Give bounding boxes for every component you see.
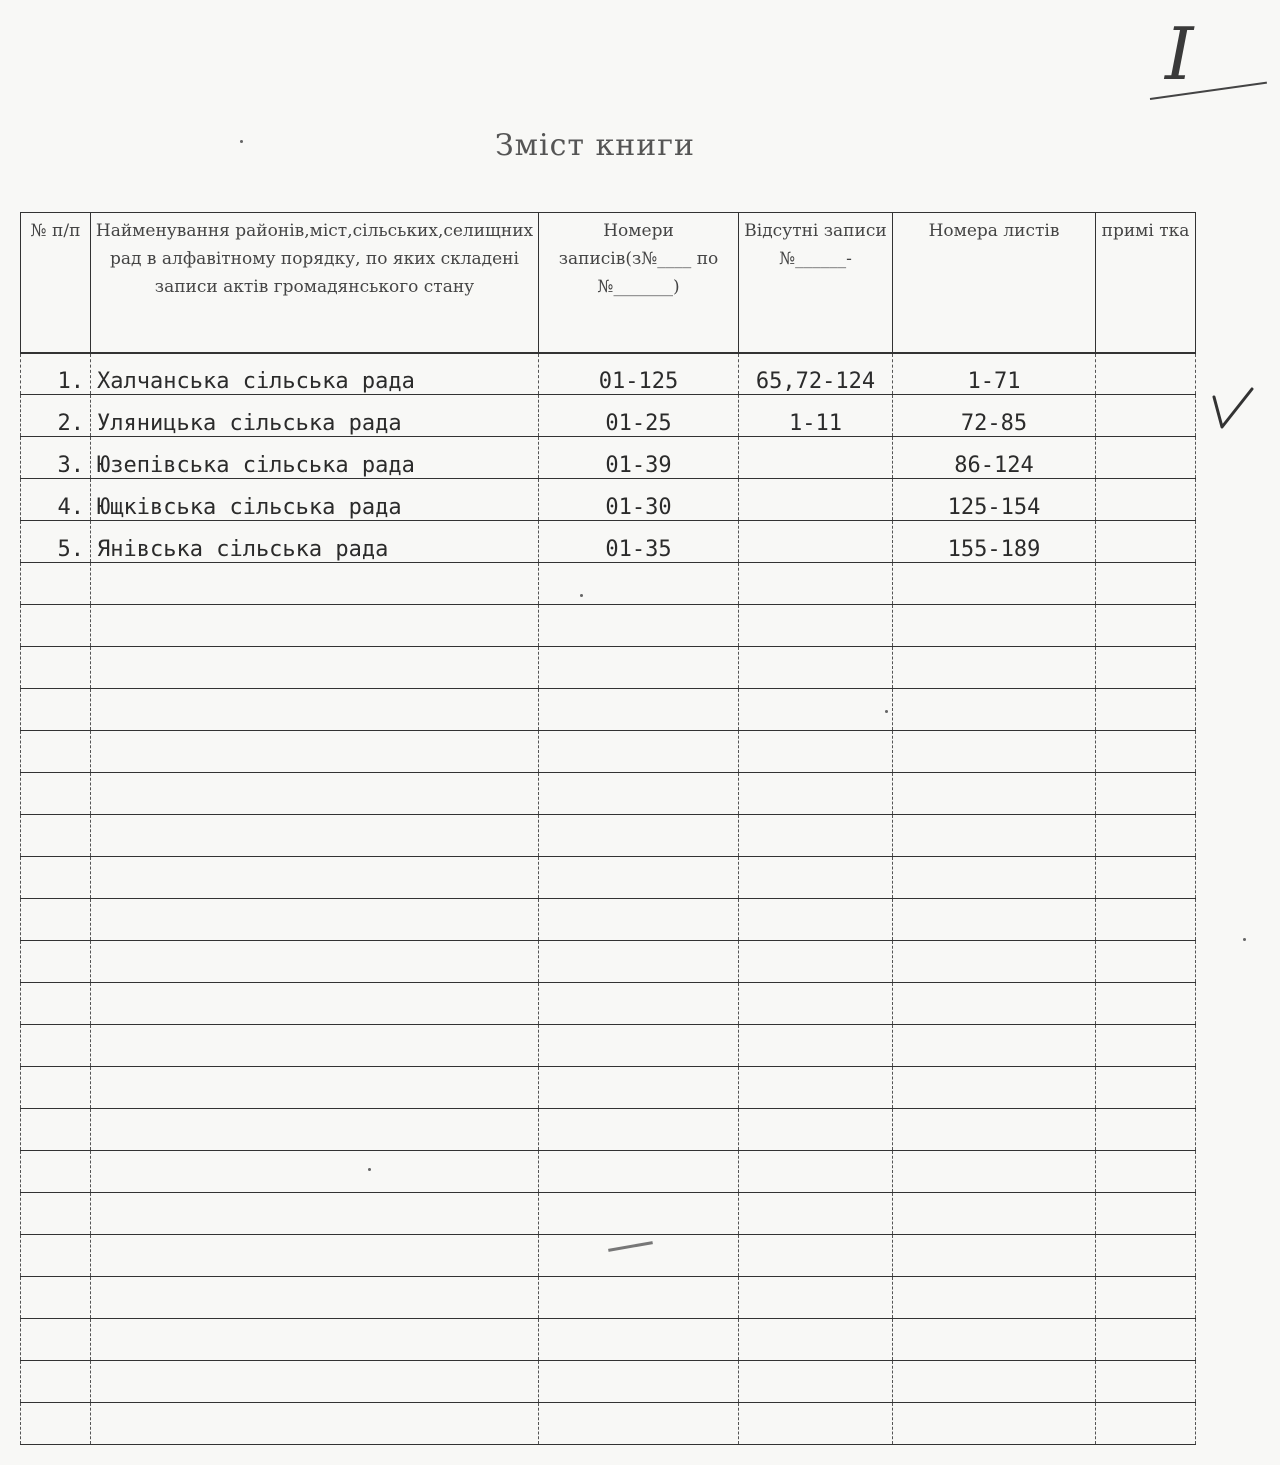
cell-name: [91, 773, 539, 815]
cell-sheets: [893, 731, 1096, 773]
cell-sheets: [893, 605, 1096, 647]
cell-notes: [1096, 983, 1196, 1025]
cell-records: [539, 983, 739, 1025]
table-row: [21, 437, 1196, 479]
cell-sheets: [893, 647, 1096, 689]
cell-notes: [1096, 1067, 1196, 1109]
table-row: [21, 395, 1196, 437]
cell-name: Ющківська сільська рада: [91, 479, 539, 521]
cell-sheets: [893, 857, 1096, 899]
cell-missing: [739, 1109, 893, 1151]
empty-table-row: [21, 689, 1196, 731]
cell-sheets: 86-124: [893, 437, 1096, 479]
cell-notes: [1096, 353, 1196, 395]
cell-records: [539, 1067, 739, 1109]
cell-records: [539, 899, 739, 941]
cell-num: [21, 731, 91, 773]
cell-sheets: [893, 815, 1096, 857]
empty-table-row: [21, 605, 1196, 647]
cell-name: [91, 1025, 539, 1067]
cell-notes: [1096, 1235, 1196, 1277]
cell-missing: [739, 1319, 893, 1361]
cell-num: [21, 1067, 91, 1109]
cell-sheets: [893, 941, 1096, 983]
cell-missing: [739, 1067, 893, 1109]
cell-name: Юзепівська сільська рада: [91, 437, 539, 479]
cell-records: [539, 563, 739, 605]
cell-missing: [739, 1235, 893, 1277]
cell-records: 01-35: [539, 521, 739, 563]
cell-missing: [739, 647, 893, 689]
empty-table-row: [21, 941, 1196, 983]
cell-notes: [1096, 1361, 1196, 1403]
cell-num: [21, 1025, 91, 1067]
cell-notes: [1096, 1403, 1196, 1445]
cell-num: 2.: [21, 395, 91, 437]
cell-sheets: 155-189: [893, 521, 1096, 563]
cell-missing: [739, 899, 893, 941]
cell-name: [91, 1277, 539, 1319]
cell-records: [539, 941, 739, 983]
cell-notes: [1096, 815, 1196, 857]
empty-table-row: [21, 1403, 1196, 1445]
cell-records: 01-39: [539, 437, 739, 479]
cell-name: Халчанська сільська рада: [91, 353, 539, 395]
cell-missing: [739, 773, 893, 815]
empty-table-row: [21, 1277, 1196, 1319]
header-notes: примі тка: [1096, 213, 1196, 353]
cell-missing: [739, 479, 893, 521]
cell-notes: [1096, 605, 1196, 647]
cell-records: [539, 1319, 739, 1361]
empty-table-row: [21, 1025, 1196, 1067]
cell-records: [539, 731, 739, 773]
empty-table-row: [21, 563, 1196, 605]
cell-missing: [739, 1151, 893, 1193]
cell-name: Янівська сільська рада: [91, 521, 539, 563]
cell-sheets: [893, 1067, 1096, 1109]
cell-sheets: [893, 1403, 1096, 1445]
cell-num: [21, 1361, 91, 1403]
cell-records: [539, 1025, 739, 1067]
cell-records: 01-125: [539, 353, 739, 395]
cell-notes: [1096, 689, 1196, 731]
cell-records: [539, 1109, 739, 1151]
cell-notes: [1096, 647, 1196, 689]
cell-sheets: [893, 899, 1096, 941]
cell-sheets: [893, 1025, 1096, 1067]
header-sheets: Номера листів: [893, 213, 1096, 353]
cell-name: [91, 983, 539, 1025]
empty-table-row: [21, 773, 1196, 815]
cell-missing: [739, 857, 893, 899]
cell-notes: [1096, 857, 1196, 899]
cell-notes: [1096, 1109, 1196, 1151]
cell-num: [21, 1109, 91, 1151]
cell-num: [21, 773, 91, 815]
cell-records: [539, 857, 739, 899]
header-missing: Відсутні записи №______-: [739, 213, 893, 353]
cell-name: [91, 899, 539, 941]
cell-name: [91, 1067, 539, 1109]
scan-speck: [1243, 938, 1246, 941]
table-row: [21, 479, 1196, 521]
empty-table-row: [21, 647, 1196, 689]
cell-sheets: [893, 1109, 1096, 1151]
cell-name: Уляницька сільська рада: [91, 395, 539, 437]
cell-missing: [739, 983, 893, 1025]
cell-records: 01-30: [539, 479, 739, 521]
table-row: [21, 353, 1196, 395]
cell-sheets: [893, 1151, 1096, 1193]
cell-sheets: [893, 563, 1096, 605]
cell-name: [91, 857, 539, 899]
header-name: Найменування районів,міст,сільських,селищних рад в алфавітному порядку, по яких складені записи актів громадянського стану: [91, 213, 539, 353]
cell-records: [539, 689, 739, 731]
cell-records: [539, 1403, 739, 1445]
cell-notes: [1096, 563, 1196, 605]
cell-num: [21, 941, 91, 983]
cell-sheets: [893, 689, 1096, 731]
cell-missing: 65,72-124: [739, 353, 893, 395]
cell-num: [21, 1277, 91, 1319]
empty-table-row: [21, 1109, 1196, 1151]
cell-name: [91, 1151, 539, 1193]
cell-name: [91, 1109, 539, 1151]
cell-name: [91, 647, 539, 689]
header-num: № п/п: [21, 213, 91, 353]
header-records: Номери записів(з№____ по №_______): [539, 213, 739, 353]
cell-num: [21, 1235, 91, 1277]
scan-speck: [885, 710, 888, 713]
empty-table-row: [21, 731, 1196, 773]
cell-num: [21, 857, 91, 899]
cell-num: [21, 1151, 91, 1193]
cell-name: [91, 941, 539, 983]
cell-notes: [1096, 521, 1196, 563]
cell-num: [21, 983, 91, 1025]
cell-sheets: 1-71: [893, 353, 1096, 395]
cell-records: [539, 1277, 739, 1319]
cell-name: [91, 815, 539, 857]
cell-missing: [739, 731, 893, 773]
cell-num: [21, 1403, 91, 1445]
scan-speck: [368, 1168, 371, 1171]
cell-sheets: 72-85: [893, 395, 1096, 437]
cell-notes: [1096, 1151, 1196, 1193]
cell-sheets: [893, 773, 1096, 815]
cell-notes: [1096, 899, 1196, 941]
cell-notes: [1096, 437, 1196, 479]
table-body: [21, 353, 1196, 1445]
cell-records: [539, 815, 739, 857]
empty-table-row: [21, 1193, 1196, 1235]
cell-notes: [1096, 1277, 1196, 1319]
cell-missing: [739, 437, 893, 479]
cell-missing: [739, 815, 893, 857]
cell-sheets: [893, 1235, 1096, 1277]
cell-sheets: [893, 983, 1096, 1025]
empty-table-row: [21, 1361, 1196, 1403]
header-row: [21, 213, 1196, 353]
cell-num: [21, 899, 91, 941]
cell-name: [91, 689, 539, 731]
cell-num: [21, 1193, 91, 1235]
cell-missing: [739, 1403, 893, 1445]
cell-sheets: [893, 1193, 1096, 1235]
cell-missing: [739, 1193, 893, 1235]
cell-records: [539, 647, 739, 689]
empty-table-row: [21, 1151, 1196, 1193]
cell-missing: [739, 1025, 893, 1067]
cell-notes: [1096, 479, 1196, 521]
cell-notes: [1096, 773, 1196, 815]
cell-notes: [1096, 395, 1196, 437]
cell-records: [539, 1361, 739, 1403]
contents-table: [20, 212, 1196, 1445]
cell-sheets: [893, 1277, 1096, 1319]
empty-table-row: [21, 1319, 1196, 1361]
volume-mark: I: [1165, 12, 1194, 96]
cell-missing: [739, 1361, 893, 1403]
cell-notes: [1096, 1193, 1196, 1235]
cell-num: [21, 563, 91, 605]
cell-notes: [1096, 941, 1196, 983]
cell-notes: [1096, 1025, 1196, 1067]
cell-name: [91, 1235, 539, 1277]
cell-num: [21, 1319, 91, 1361]
cell-num: [21, 647, 91, 689]
scan-speck: [240, 140, 243, 143]
cell-num: 1.: [21, 353, 91, 395]
empty-table-row: [21, 815, 1196, 857]
cell-records: [539, 773, 739, 815]
cell-name: [91, 1319, 539, 1361]
empty-table-row: [21, 1235, 1196, 1277]
cell-name: [91, 605, 539, 647]
cell-missing: [739, 689, 893, 731]
cell-records: [539, 1193, 739, 1235]
empty-table-row: [21, 1067, 1196, 1109]
cell-notes: [1096, 731, 1196, 773]
cell-name: [91, 1193, 539, 1235]
cell-records: [539, 605, 739, 647]
scan-speck: [580, 594, 583, 597]
cell-num: 4.: [21, 479, 91, 521]
cell-missing: 1-11: [739, 395, 893, 437]
empty-table-row: [21, 899, 1196, 941]
empty-table-row: [21, 983, 1196, 1025]
cell-sheets: 125-154: [893, 479, 1096, 521]
cell-missing: [739, 563, 893, 605]
cell-num: 3.: [21, 437, 91, 479]
page-title: Зміст книги: [494, 128, 695, 163]
cell-records: 01-25: [539, 395, 739, 437]
cell-missing: [739, 1277, 893, 1319]
checkmark-icon: [1210, 385, 1255, 435]
cell-sheets: [893, 1361, 1096, 1403]
table-row: [21, 521, 1196, 563]
cell-records: [539, 1151, 739, 1193]
cell-num: [21, 605, 91, 647]
cell-records: [539, 1235, 739, 1277]
cell-notes: [1096, 1319, 1196, 1361]
cell-name: [91, 1361, 539, 1403]
cell-name: [91, 1403, 539, 1445]
cell-missing: [739, 605, 893, 647]
empty-table-row: [21, 857, 1196, 899]
cell-name: [91, 563, 539, 605]
cell-missing: [739, 521, 893, 563]
cell-num: [21, 689, 91, 731]
cell-missing: [739, 941, 893, 983]
cell-num: 5.: [21, 521, 91, 563]
cell-sheets: [893, 1319, 1096, 1361]
cell-name: [91, 731, 539, 773]
cell-num: [21, 815, 91, 857]
